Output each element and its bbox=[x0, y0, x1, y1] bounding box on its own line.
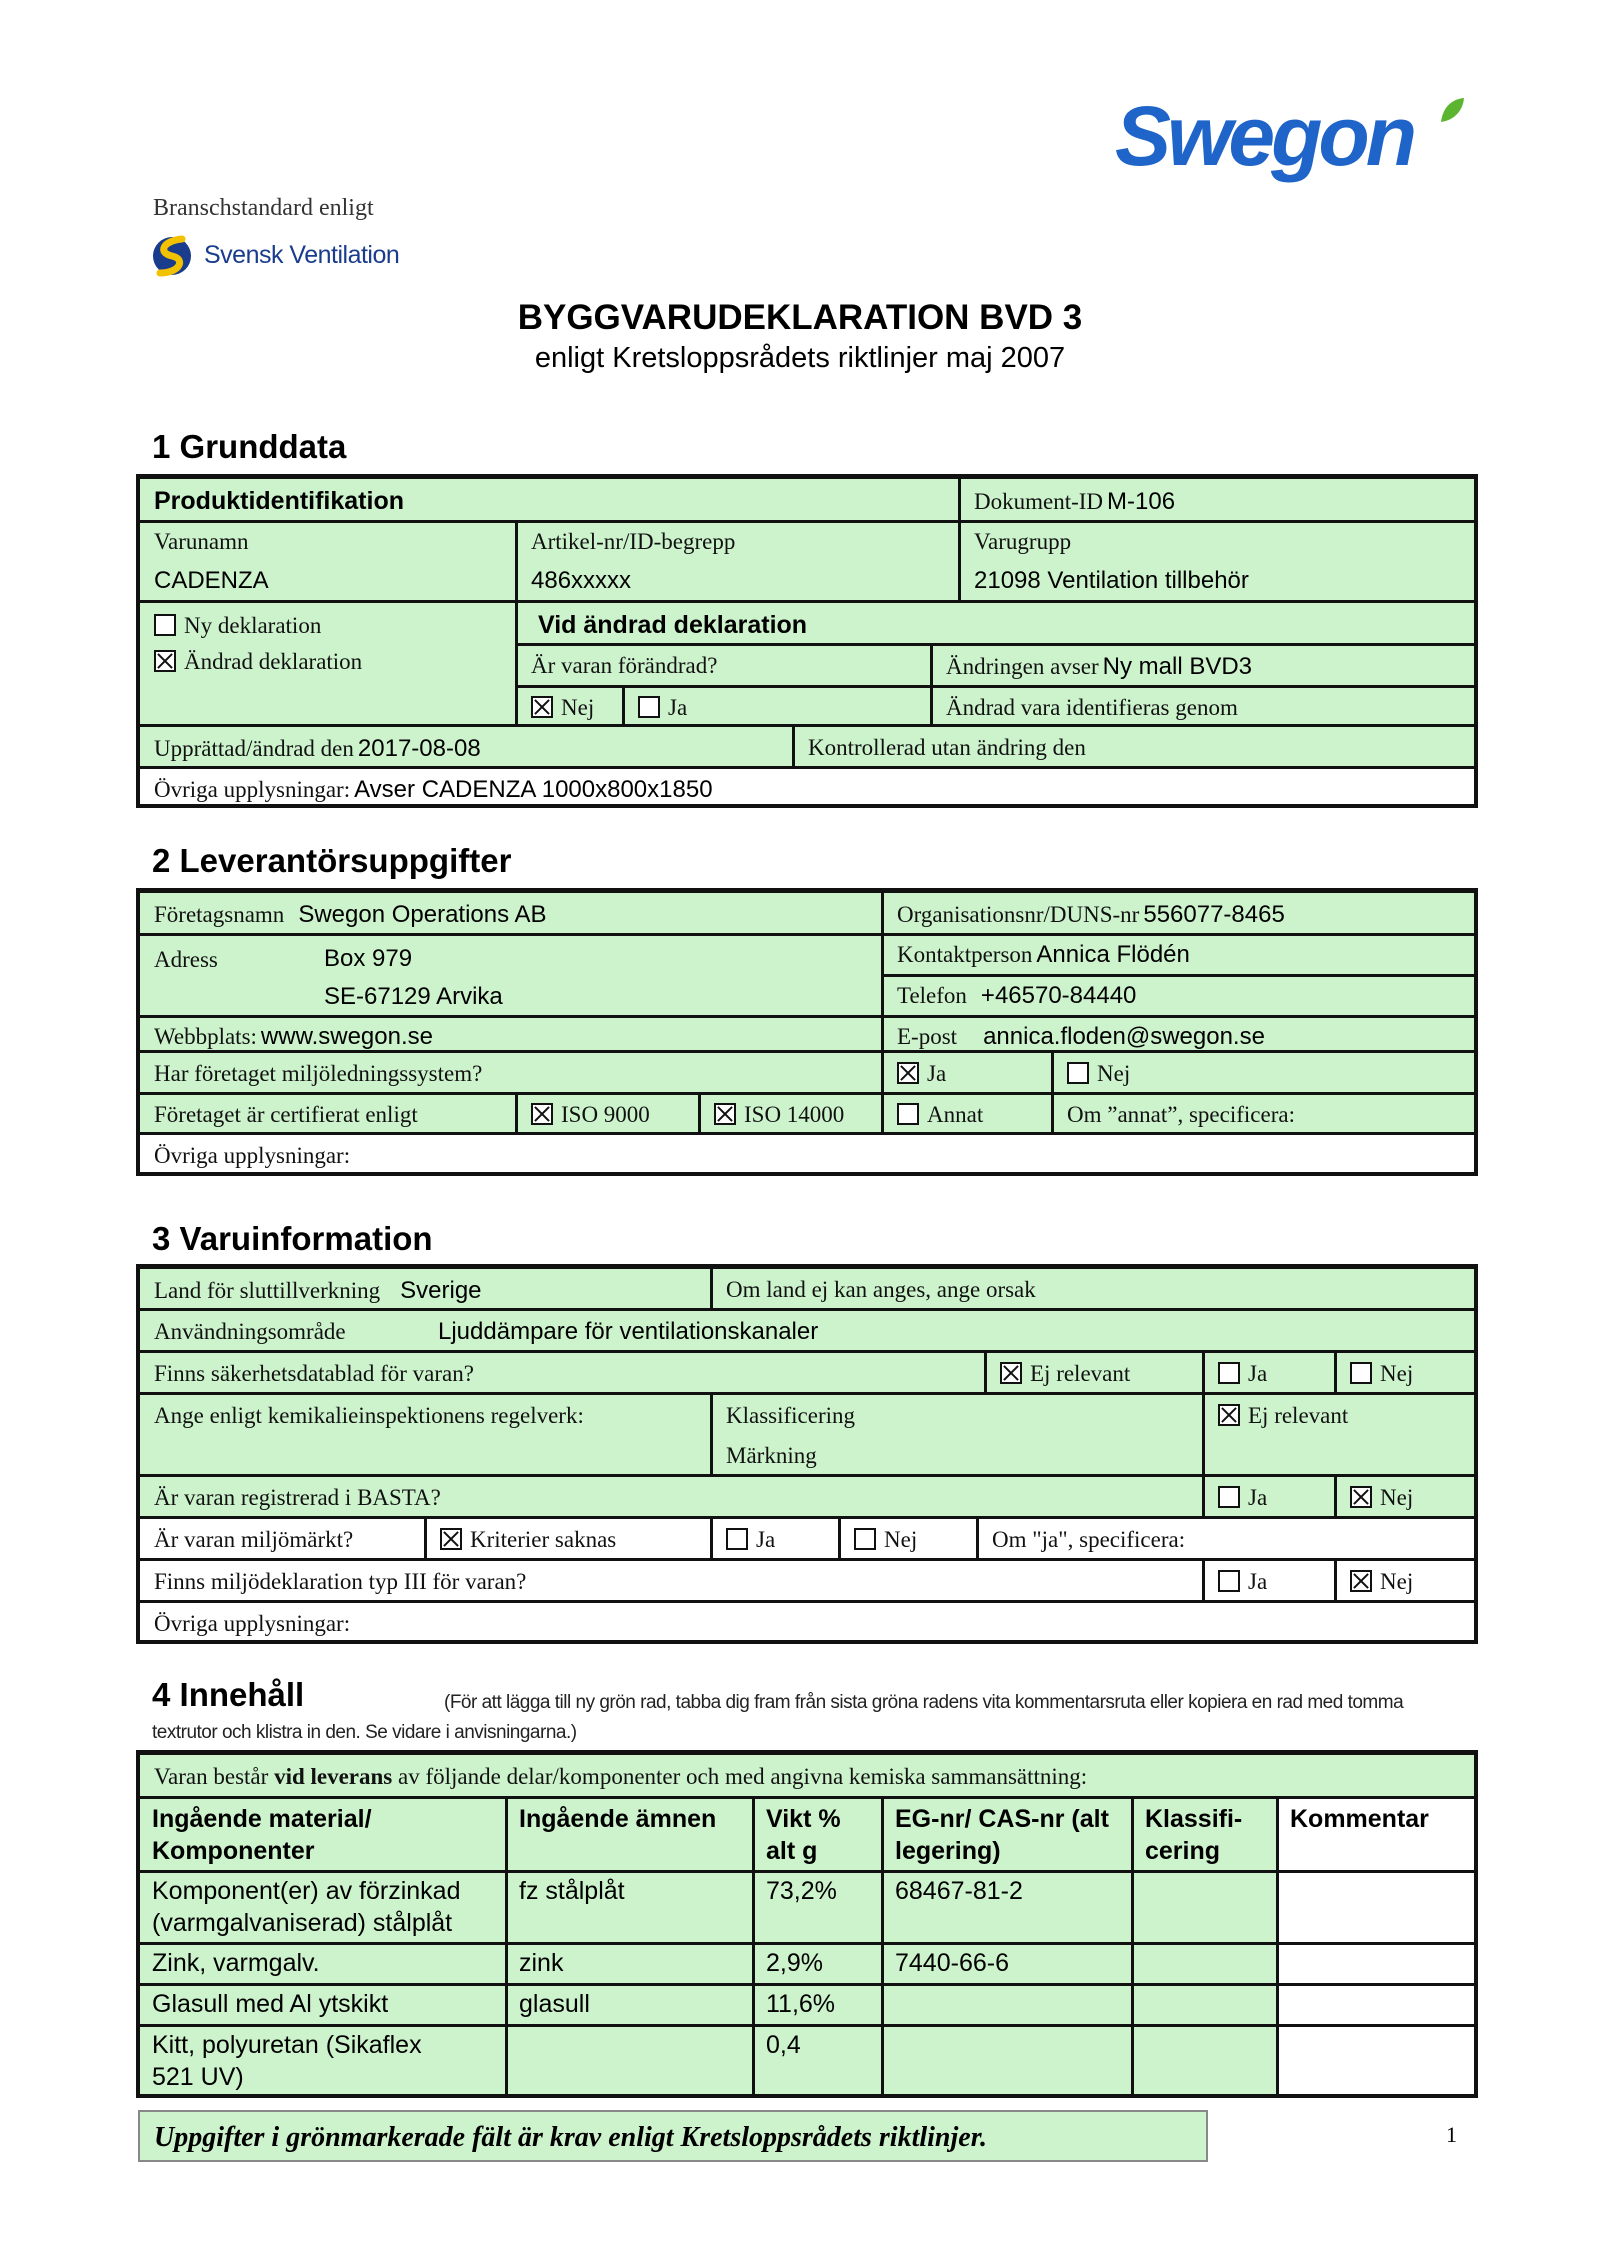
s3-row-ovriga[interactable] bbox=[138, 1600, 1476, 1642]
page-number: 1 bbox=[1446, 2122, 1457, 2147]
upprattad-field[interactable] bbox=[154, 735, 481, 763]
adress-label: Adress bbox=[154, 947, 218, 972]
s1-row-prodid bbox=[138, 476, 1476, 520]
om-annat-label[interactable]: Om ”annat”, specificera: bbox=[1067, 1102, 1295, 1127]
kemi-ej-relevant-checkbox[interactable] bbox=[1218, 1404, 1240, 1426]
sakerhet-question: Finns säkerhetsdatablad för varan? bbox=[154, 1361, 474, 1386]
miljomarkt-ja-label: Ja bbox=[756, 1527, 776, 1552]
leaf-icon bbox=[1437, 96, 1467, 126]
table-cell-material[interactable]: Komponent(er) av förzinkad (varmgalvaniserad) stålplåt bbox=[152, 1877, 461, 1937]
andringen-avser-field[interactable] bbox=[946, 653, 1252, 681]
andrad-deklaration-label: Ändrad deklaration bbox=[184, 649, 363, 674]
miljoledning-nej-label: Nej bbox=[1097, 1061, 1131, 1086]
s1-row-ovriga[interactable] bbox=[138, 766, 1476, 806]
ny-deklaration-option[interactable] bbox=[154, 613, 321, 639]
annat-label: Annat bbox=[927, 1102, 984, 1127]
kontakt-value: Annica Flödén bbox=[1036, 941, 1190, 968]
land-value: Sverige bbox=[400, 1277, 482, 1304]
s4-intro bbox=[154, 1764, 1087, 1790]
miljomarkt-nej-option[interactable] bbox=[854, 1527, 917, 1553]
miljomarkt-nej-label: Nej bbox=[884, 1527, 918, 1552]
section-4-heading: 4 Innehåll bbox=[152, 1676, 305, 1713]
miljoledning-ja-option[interactable] bbox=[897, 1061, 946, 1087]
varugrupp-value[interactable]: 21098 Ventilation tillbehör bbox=[974, 567, 1249, 594]
miljodekl-ja-option[interactable] bbox=[1218, 1569, 1267, 1595]
foretag-label: Företagsnamn bbox=[154, 902, 285, 927]
land-orsak-label[interactable]: Om land ej kan anges, ange orsak bbox=[726, 1277, 1036, 1302]
s2-row-miljoledning bbox=[138, 1050, 1476, 1092]
s4-intro-bold: vid leverans bbox=[274, 1764, 393, 1789]
swegon-logo-text: Swegon bbox=[1115, 89, 1414, 183]
table-cell-amne[interactable]: zink bbox=[519, 1949, 564, 1977]
s4-intro-pre: Varan består bbox=[154, 1764, 275, 1789]
land-label: Land för sluttillverkning bbox=[154, 1278, 381, 1303]
basta-question: Är varan registrerad i BASTA? bbox=[154, 1485, 441, 1510]
s3-row-anvandning bbox=[138, 1308, 1476, 1350]
ny-deklaration-label: Ny deklaration bbox=[184, 613, 322, 638]
upprattad-value: 2017-08-08 bbox=[357, 735, 481, 762]
andringen-avser-label: Ändringen avser bbox=[946, 654, 1099, 679]
telefon-label: Telefon bbox=[897, 983, 967, 1008]
andrad-deklaration-option[interactable] bbox=[154, 649, 362, 675]
andrad-deklaration-checkbox[interactable] bbox=[154, 650, 176, 672]
upprattad-label: Upprättad/ändrad den bbox=[154, 736, 354, 761]
ny-deklaration-checkbox[interactable] bbox=[154, 614, 176, 636]
artikel-label: Artikel-nr/ID-begrepp bbox=[531, 529, 736, 554]
andringen-avser-value: Ny mall BVD3 bbox=[1102, 653, 1253, 680]
epost-field[interactable] bbox=[897, 1023, 1265, 1051]
telefon-value: +46570-84440 bbox=[980, 982, 1137, 1009]
kontakt-label: Kontaktperson bbox=[897, 942, 1033, 967]
anvandning-value[interactable]: Ljuddämpare för ventilationskanaler bbox=[438, 1318, 819, 1345]
andrad-nej-checkbox[interactable] bbox=[531, 696, 553, 718]
telefon-field[interactable] bbox=[897, 982, 1136, 1010]
miljoledning-ja-label: Ja bbox=[927, 1061, 947, 1086]
miljoledning-nej-checkbox[interactable] bbox=[1067, 1062, 1089, 1084]
sakerhet-ej-relevant-checkbox[interactable] bbox=[1000, 1362, 1022, 1384]
identifieras-label: Ändrad vara identifieras genom bbox=[946, 695, 1238, 720]
andrad-nej-label: Nej bbox=[561, 695, 595, 720]
varunamn-value[interactable]: CADENZA bbox=[154, 567, 269, 594]
klassificering-label[interactable]: Klassificering bbox=[726, 1403, 856, 1428]
adress-line1[interactable]: Box 979 bbox=[324, 945, 413, 972]
kontrollerad-label[interactable]: Kontrollerad utan ändring den bbox=[808, 735, 1086, 760]
s2-ovriga-label: Övriga upplysningar: bbox=[154, 1143, 351, 1168]
dokid-field[interactable] bbox=[974, 488, 1175, 516]
kemi-ej-relevant-option[interactable] bbox=[1218, 1403, 1348, 1429]
foretag-field[interactable] bbox=[154, 901, 546, 929]
table-cell-material[interactable]: Kitt, polyuretan (Sikaflex 521 UV) bbox=[152, 2031, 422, 2091]
basta-nej-option[interactable] bbox=[1350, 1485, 1413, 1511]
kontakt-field[interactable] bbox=[897, 941, 1190, 969]
anvandning-label: Användningsområde bbox=[154, 1319, 346, 1344]
table-cell-material[interactable]: Zink, varmgalv. bbox=[152, 1949, 320, 1977]
table-cell-cas[interactable]: 7440-66-6 bbox=[895, 1949, 1009, 1977]
basta-nej-checkbox[interactable] bbox=[1350, 1486, 1372, 1508]
annat-checkbox[interactable] bbox=[897, 1103, 919, 1125]
webb-value: www.swegon.se bbox=[260, 1023, 433, 1050]
kemi-ej-relevant-label: Ej relevant bbox=[1248, 1403, 1349, 1428]
basta-nej-label: Nej bbox=[1380, 1485, 1414, 1510]
contents-table bbox=[138, 1796, 1476, 2096]
col-header-amnen: Ingående ämnen bbox=[519, 1805, 717, 1833]
table-cell-amne[interactable]: fz stålplåt bbox=[519, 1877, 625, 1905]
document-title: BYGGVARUDEKLARATION BVD 3 bbox=[517, 298, 1083, 337]
webb-label: Webbplats: bbox=[154, 1024, 257, 1049]
col-header-klassificering: Klassifi-cering bbox=[1145, 1805, 1243, 1865]
s3-row-land bbox=[138, 1266, 1476, 1308]
kemi-question: Ange enligt kemikalieinspektionens regelverk: bbox=[154, 1403, 584, 1428]
prodid-label: Produktidentifikation bbox=[154, 487, 404, 515]
col-header-kommentar: Kommentar bbox=[1290, 1805, 1429, 1833]
miljodekl-nej-label: Nej bbox=[1380, 1569, 1414, 1594]
cert-label: Företaget är certifierat enligt bbox=[154, 1102, 418, 1127]
svensk-ventilation-text: Svensk Ventilation bbox=[204, 241, 400, 269]
kriterier-saknas-label: Kriterier saknas bbox=[470, 1527, 617, 1552]
markning-label[interactable]: Märkning bbox=[726, 1443, 817, 1468]
land-field[interactable] bbox=[154, 1277, 482, 1305]
sakerhet-ja-label: Ja bbox=[1248, 1361, 1268, 1386]
ar-varan-andrad-label: Är varan förändrad? bbox=[531, 653, 718, 678]
miljodekl-nej-checkbox[interactable] bbox=[1350, 1570, 1372, 1592]
om-ja-label[interactable]: Om "ja", specificera: bbox=[992, 1527, 1186, 1552]
vid-andrad-heading: Vid ändrad deklaration bbox=[538, 611, 808, 639]
s3-row-kemi bbox=[138, 1392, 1476, 1474]
svensk-ventilation-mark-icon bbox=[152, 233, 196, 279]
s1-ovriga-value: Avser CADENZA 1000x800x1850 bbox=[354, 776, 713, 803]
miljomarkt-nej-checkbox[interactable] bbox=[854, 1528, 876, 1550]
iso14000-option[interactable] bbox=[714, 1102, 844, 1128]
s4-intro-post: av följande delar/komponenter och med angivna kemiska sammansättning: bbox=[392, 1764, 1088, 1789]
sakerhet-nej-label: Nej bbox=[1380, 1361, 1414, 1386]
iso14000-label: ISO 14000 bbox=[744, 1102, 845, 1127]
swegon-logo bbox=[1115, 88, 1475, 188]
kriterier-saknas-option[interactable] bbox=[440, 1527, 616, 1553]
s1-row-upprattad bbox=[138, 724, 1476, 766]
miljodekl-ja-label: Ja bbox=[1248, 1569, 1268, 1594]
section-2-heading: 2 Leverantörsuppgifter bbox=[152, 842, 512, 879]
s1-ovriga-label: Övriga upplysningar: bbox=[154, 777, 351, 802]
miljomarkt-question: Är varan miljömärkt? bbox=[154, 1527, 354, 1552]
col-header-material: Ingående material/ Komponenter bbox=[152, 1805, 372, 1865]
s2-row-ovriga[interactable] bbox=[138, 1132, 1476, 1174]
epost-value: annica.floden@swegon.se bbox=[983, 1023, 1265, 1050]
sakerhet-ej-relevant-option[interactable] bbox=[1000, 1361, 1130, 1387]
varunamn-label: Varunamn bbox=[154, 529, 249, 554]
sakerhet-ja-option[interactable] bbox=[1218, 1361, 1267, 1387]
table-cell-vikt[interactable]: 11,6% bbox=[766, 1990, 836, 2018]
section-1-heading: 1 Grunddata bbox=[152, 428, 347, 465]
miljodekl-question: Finns miljödeklaration typ III för varan? bbox=[154, 1569, 527, 1594]
org-field[interactable] bbox=[897, 901, 1285, 929]
s2-block-company bbox=[138, 890, 1476, 1050]
document-subtitle: enligt Kretsloppsrådets riktlinjer maj 2007 bbox=[534, 342, 1066, 374]
kommentar-column-bg bbox=[1279, 1799, 1476, 2096]
section-4-note: (För att lägga till ny grön rad, tabba dig fram från sista gröna radens vita kommentarsruta eller kopiera en rad med tomma textrutor och klistra in den. Se vidare i anvisningarna.) bbox=[152, 1692, 1404, 1743]
table-cell-vikt[interactable]: 0,4 bbox=[766, 2031, 801, 2059]
col-header-vikt: Vikt % alt g bbox=[766, 1805, 841, 1865]
table-cell-material[interactable]: Glasull med Al ytskikt bbox=[152, 1990, 389, 2018]
table-cell-vikt[interactable]: 2,9% bbox=[766, 1949, 823, 1977]
andrad-ja-checkbox[interactable] bbox=[638, 696, 660, 718]
kriterier-saknas-checkbox[interactable] bbox=[440, 1528, 462, 1550]
sakerhet-ja-checkbox[interactable] bbox=[1218, 1362, 1240, 1384]
org-label: Organisationsnr/DUNS-nr bbox=[897, 902, 1140, 927]
annat-option[interactable] bbox=[897, 1102, 983, 1128]
iso9000-label: ISO 9000 bbox=[561, 1102, 650, 1127]
sakerhet-nej-checkbox[interactable] bbox=[1350, 1362, 1372, 1384]
sakerhet-nej-option[interactable] bbox=[1350, 1361, 1413, 1387]
iso14000-checkbox[interactable] bbox=[714, 1103, 736, 1125]
artikel-value[interactable]: 486xxxxx bbox=[531, 567, 632, 594]
s3-row-miljodekl bbox=[138, 1558, 1476, 1600]
s1-row-varunamn bbox=[138, 520, 1476, 600]
webb-field[interactable] bbox=[154, 1023, 433, 1051]
miljomarkt-ja-option[interactable] bbox=[726, 1527, 775, 1553]
table-cell-vikt[interactable]: 73,2% bbox=[766, 1877, 837, 1905]
org-value: 556077-8465 bbox=[1143, 901, 1285, 928]
svensk-ventilation-logo bbox=[152, 233, 412, 279]
basta-ja-label: Ja bbox=[1248, 1485, 1268, 1510]
footer-note: Uppgifter i grönmarkerade fält är krav enligt Kretsloppsrådets riktlinjer. bbox=[138, 2110, 1208, 2162]
table-cell-cas[interactable]: 68467-81-2 bbox=[895, 1877, 1023, 1905]
iso9000-option[interactable] bbox=[531, 1102, 650, 1128]
epost-label: E-post bbox=[897, 1024, 958, 1049]
dokid-value: M-106 bbox=[1107, 488, 1176, 515]
miljoledning-question: Har företaget miljöledningssystem? bbox=[154, 1061, 483, 1086]
andrad-ja-option[interactable] bbox=[638, 695, 687, 721]
s3-ovriga-label: Övriga upplysningar: bbox=[154, 1611, 351, 1636]
andrad-ja-label: Ja bbox=[668, 695, 688, 720]
s1-row-declaration bbox=[138, 600, 1476, 724]
andrad-nej-option[interactable] bbox=[531, 695, 594, 721]
miljoledning-ja-checkbox[interactable] bbox=[897, 1062, 919, 1084]
s3-row-basta bbox=[138, 1474, 1476, 1516]
varugrupp-label: Varugrupp bbox=[974, 529, 1072, 554]
s3-row-sakerhet bbox=[138, 1350, 1476, 1392]
branschstandard-text: Branschstandard enligt bbox=[153, 195, 374, 221]
miljomarkt-ja-checkbox[interactable] bbox=[726, 1528, 748, 1550]
s3-row-miljomarkt bbox=[138, 1516, 1476, 1558]
s2-row-cert bbox=[138, 1092, 1476, 1132]
adress-line2[interactable]: SE-67129 Arvika bbox=[324, 983, 503, 1010]
foretag-value: Swegon Operations AB bbox=[298, 901, 547, 928]
section-3-heading: 3 Varuinformation bbox=[152, 1220, 433, 1257]
basta-ja-option[interactable] bbox=[1218, 1485, 1267, 1511]
basta-ja-checkbox[interactable] bbox=[1218, 1486, 1240, 1508]
sakerhet-ej-relevant-label: Ej relevant bbox=[1030, 1361, 1131, 1386]
col-header-cas: EG-nr/ CAS-nr (alt legering) bbox=[895, 1805, 1109, 1865]
table-cell-amne[interactable]: glasull bbox=[519, 1990, 590, 2018]
miljodekl-nej-option[interactable] bbox=[1350, 1569, 1413, 1595]
iso9000-checkbox[interactable] bbox=[531, 1103, 553, 1125]
miljoledning-nej-option[interactable] bbox=[1067, 1061, 1130, 1087]
s4-intro-row bbox=[138, 1752, 1476, 1796]
dokid-label: Dokument-ID bbox=[974, 489, 1104, 514]
miljodekl-ja-checkbox[interactable] bbox=[1218, 1570, 1240, 1592]
